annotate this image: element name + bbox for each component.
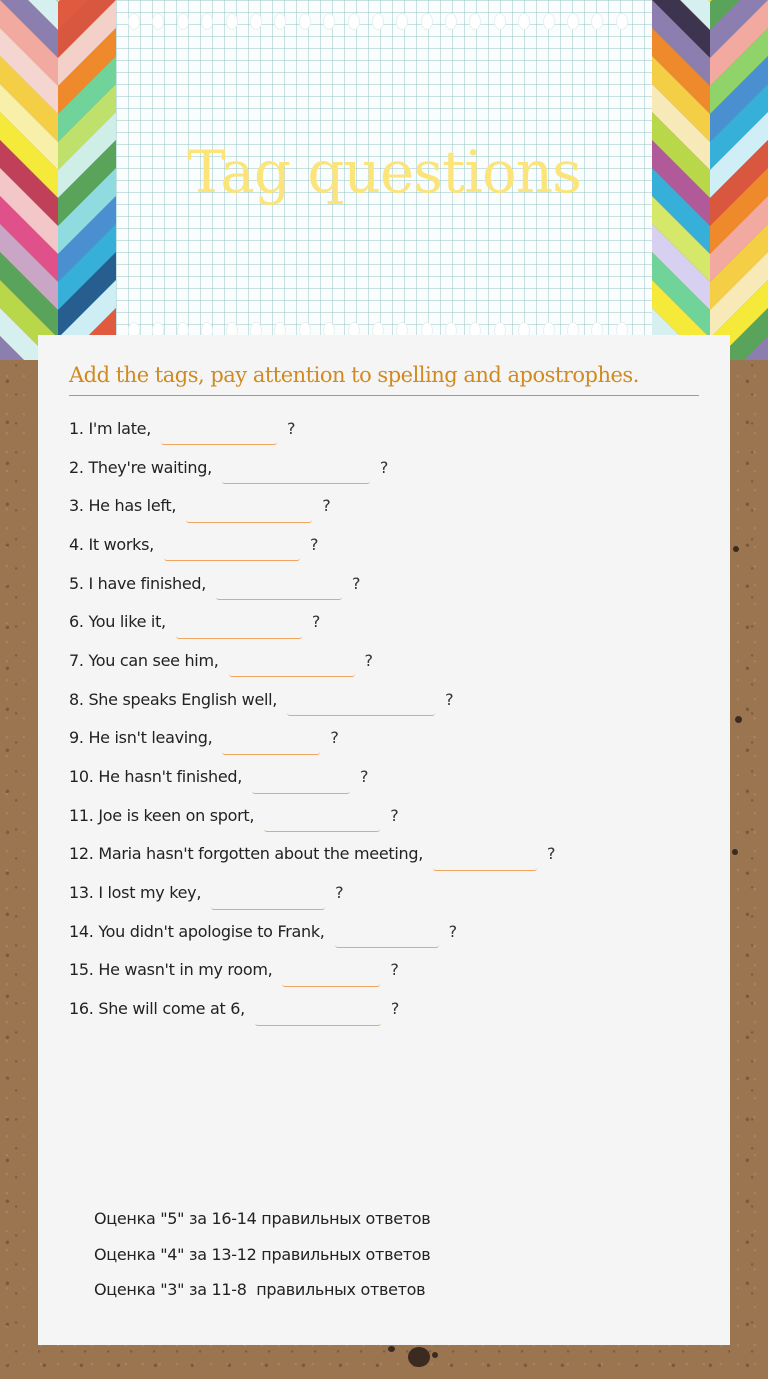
answer-input[interactable] <box>164 539 300 561</box>
question-mark: ? <box>547 844 556 864</box>
grade-4-line: Оценка "4" за 13-12 правильных ответов <box>94 1244 431 1264</box>
chevron-pattern-left <box>0 0 116 360</box>
grading-scale <box>94 1209 430 1316</box>
question-text: 16. She will come at 6, <box>69 999 245 1019</box>
grade-5-line: Оценка "5" за 16-14 правильных ответов <box>94 1209 431 1228</box>
ink-splatter <box>432 1352 438 1358</box>
question-row <box>69 602 556 641</box>
answer-input[interactable] <box>222 462 370 484</box>
question-text: 3. He has left, <box>69 496 177 516</box>
answer-input[interactable] <box>282 965 380 987</box>
question-text: 6. You like it, <box>69 612 166 632</box>
question-row <box>69 564 556 603</box>
answer-input[interactable] <box>252 772 350 794</box>
question-row <box>69 448 556 487</box>
answer-input[interactable] <box>216 578 342 600</box>
question-row <box>69 951 556 990</box>
answer-input[interactable] <box>255 1004 381 1026</box>
question-mark: ? <box>390 999 400 1019</box>
answer-input[interactable] <box>287 694 435 716</box>
question-mark: ? <box>360 767 369 787</box>
question-mark: ? <box>309 534 319 554</box>
answer-input[interactable] <box>433 849 537 871</box>
question-row <box>69 796 556 835</box>
question-row <box>69 525 556 564</box>
question-mark: ? <box>311 612 321 632</box>
question-text: 5. I have finished, <box>69 573 207 593</box>
answer-input[interactable] <box>176 617 302 639</box>
question-mark: ? <box>322 496 331 516</box>
question-mark: ? <box>445 689 454 709</box>
question-row <box>69 989 556 1028</box>
question-text: 8. She speaks English well, <box>69 689 278 709</box>
question-row <box>69 409 556 448</box>
question-row <box>69 912 556 951</box>
page-title: Tag questions <box>187 138 581 206</box>
question-text: 10. He hasn't finished, <box>69 767 242 787</box>
answer-input[interactable] <box>264 810 380 832</box>
question-mark: ? <box>352 573 361 593</box>
question-mark: ? <box>335 883 344 903</box>
question-text: 2. They're waiting, <box>69 457 212 477</box>
chevron-pattern-right <box>652 0 768 360</box>
question-row <box>69 486 556 525</box>
question-text: 15. He wasn't in my room, <box>69 960 273 980</box>
question-text: 12. Maria hasn't forgotten about the meeting, <box>69 844 423 864</box>
question-text: 13. I lost my key, <box>69 883 202 903</box>
question-mark: ? <box>390 805 399 825</box>
question-text: 7. You can see him, <box>69 650 219 670</box>
question-row <box>69 719 556 758</box>
question-mark: ? <box>330 728 339 748</box>
question-row <box>69 641 556 680</box>
ink-splatter <box>733 546 739 552</box>
header-banner <box>0 0 768 360</box>
question-text: 4. It works, <box>69 534 154 554</box>
answer-input[interactable] <box>186 501 312 523</box>
answer-input[interactable] <box>229 655 355 677</box>
worksheet-card <box>38 335 730 1345</box>
question-list <box>69 409 556 1028</box>
question-text: 14. You didn't apologise to Frank, <box>69 921 325 941</box>
question-mark: ? <box>379 457 389 477</box>
answer-input[interactable] <box>211 888 325 910</box>
ink-splatter <box>408 1347 430 1367</box>
question-mark: ? <box>390 960 399 980</box>
question-text: 9. He isn't leaving, <box>69 728 213 748</box>
grade-3-line: Оценка "3" за 11-8 правильных ответов <box>94 1280 426 1299</box>
ink-splatter <box>735 716 742 723</box>
question-text: 11. Joe is keen on sport, <box>69 805 255 825</box>
notebook-holes-top <box>128 13 628 33</box>
question-row <box>69 757 556 796</box>
question-row <box>69 835 556 874</box>
question-row <box>69 873 556 912</box>
ink-splatter <box>732 849 738 855</box>
question-text: 1. I'm late, <box>69 418 151 438</box>
question-mark: ? <box>448 921 458 941</box>
answer-input[interactable] <box>222 733 320 755</box>
question-mark: ? <box>287 418 296 438</box>
question-row <box>69 680 556 719</box>
instruction-heading: Add the tags, pay attention to spelling and apostrophes. <box>69 363 699 396</box>
ink-splatter <box>388 1346 395 1352</box>
question-mark: ? <box>364 650 374 670</box>
answer-input[interactable] <box>161 423 277 445</box>
answer-input[interactable] <box>335 926 439 948</box>
